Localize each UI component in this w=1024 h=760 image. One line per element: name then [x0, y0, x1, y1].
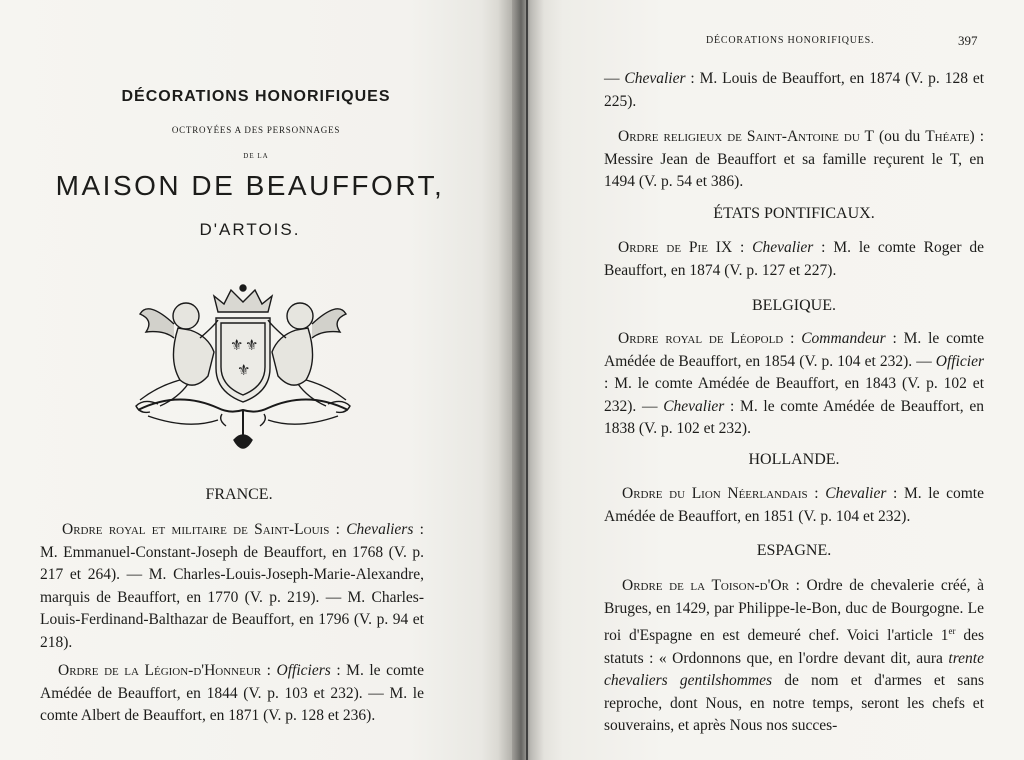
- section-heading-etats-pontificaux: ÉTATS PONTIFICAUX.: [713, 205, 875, 222]
- paragraph-lion-neerlandais: [604, 483, 984, 528]
- paragraph-leopold: [604, 328, 984, 441]
- svg-text:⚜: ⚜: [237, 361, 251, 379]
- dash: —: [604, 70, 625, 87]
- superscript: er: [948, 626, 956, 636]
- order-name: Ordre de la Légion-d'Honneur: [58, 662, 262, 679]
- theate-label: Théate: [925, 128, 970, 145]
- order-name: Ordre royal et militaire de Saint-Louis: [62, 521, 330, 538]
- svg-text:⚜: ⚜: [230, 336, 244, 354]
- separator: :: [783, 330, 802, 347]
- paragraph-text: : M. le comte Amédée de Beauffort, en 1844 (V. p. 103 et 232). — M. le comte Albert de Beauffort, en 1871 (V. p. 128 et 236).: [40, 662, 424, 724]
- paragraph-text: ) : Messire Jean de Beauffort et sa famille reçurent le T, en 1494 (V. p. 54 et 386).: [604, 128, 985, 190]
- rank-label-2: Officier: [935, 352, 984, 370]
- rank-label: Commandeur: [801, 330, 886, 347]
- separator: :: [261, 662, 277, 679]
- paragraph-toison-dor: [604, 575, 984, 738]
- rank-label: Chevalier: [624, 70, 686, 87]
- paragraph-legion-honneur: [40, 660, 424, 728]
- house-name: MAISON DE BEAUFFORT,: [55, 170, 445, 201]
- page-title: DÉCORATIONS HONORIFIQUES: [121, 88, 391, 105]
- paragraph-text-2: : M. le comte Amédée de Beauffort, en 1843 (V. p. 102 et 232). —: [604, 375, 984, 415]
- paragraph-text: : M. le comte Amédée de Beauffort, en 1851 (V. p. 104 et 232).: [604, 485, 984, 525]
- italic-phrase: trente chevaliers gentilshommes: [604, 649, 984, 690]
- rank-label-3: Chevalier: [663, 397, 725, 415]
- page-number: 397: [958, 33, 978, 48]
- paragraph-text: : M. Louis de Beauffort, en 1874 (V. p. 128 et 225).: [604, 70, 985, 110]
- paragraph-text: : M. le comte Roger de Beauffort, en 1874 (V. p. 127 et 227).: [604, 239, 984, 279]
- crown-icon: [214, 290, 272, 312]
- paragraph-text-2: des statuts : « Ordonnons que, en l'ordre devant dit, aura: [604, 627, 984, 667]
- section-heading-hollande: HOLLANDE.: [748, 451, 840, 468]
- paragraph-text-3: de nom et d'armes et sans reproche, dont Nous, en notre temps, seront les chefs et souverains, et après Nous nos succes-: [604, 672, 985, 735]
- order-name: Ordre de Pie IX: [618, 239, 733, 256]
- rank-label: Chevalier: [825, 485, 887, 502]
- paragraph-text: : M. Emmanuel-Constant-Joseph de Beauffort, en 1768 (V. p. 217 et 264). — M. Charles-Louis-Joseph-Marie-Alexandre, marquis de Beauffort, en 1770 (V. p. 219). — M. Charles-Louis-Ferdinand-Balthazar de Beauffort, en 1796 (V. p. 94 et 218).: [40, 521, 424, 651]
- paragraph-text: : M. le comte Amédée de Beauffort, en 1854 (V. p. 104 et 232). —: [604, 330, 984, 370]
- rank-label: Chevaliers: [346, 521, 414, 538]
- section-heading-belgique: BELGIQUE.: [752, 297, 836, 314]
- paren-text: (ou du: [874, 128, 926, 145]
- section-heading-espagne: ESPAGNE.: [756, 542, 832, 559]
- section-heading-france: FRANCE.: [205, 486, 273, 503]
- order-name: Ordre de la Toison-d'Or: [622, 577, 789, 594]
- rank-label: Officiers: [276, 662, 331, 679]
- paragraph-saint-antoine: [604, 126, 984, 194]
- order-name: Ordre religieux de Saint-Antoine du T: [618, 128, 874, 145]
- subtitle: OCTROYÉES A DES PERSONNAGES: [171, 125, 341, 135]
- separator: :: [807, 485, 826, 502]
- subtitle-de-la: DE LA: [243, 152, 269, 160]
- book-gutter-shadow: [498, 0, 544, 760]
- rank-label: Chevalier: [752, 239, 814, 256]
- shield-icon: [216, 318, 270, 402]
- paragraph-pie-ix: [604, 237, 984, 282]
- paragraph-continuation: [604, 68, 984, 113]
- paragraph-text: : Ordre de chevalerie créé, à Bruges, en 1429, par Philippe-le-Bon, duc de Bourgogne. Le roi d'Espagne en est demeuré chef. Voici l'article 1: [604, 577, 984, 645]
- running-head: DÉCORATIONS HONORIFIQUES.: [706, 35, 875, 46]
- paragraph-text-3: : M. le comte Amédée de Beauffort, en 1838 (V. p. 102 et 232).: [604, 397, 984, 437]
- region-name: D'ARTOIS.: [199, 220, 301, 239]
- order-name: Ordre du Lion Néerlandais: [622, 485, 808, 502]
- coat-of-arms-illustration: [118, 280, 368, 470]
- separator: :: [329, 521, 347, 538]
- paragraph-saint-louis: [40, 519, 424, 654]
- order-name: Ordre royal de Léopold: [618, 330, 784, 347]
- separator: :: [732, 239, 753, 256]
- book-gutter-line: [526, 0, 528, 760]
- svg-text:⚜: ⚜: [245, 336, 259, 354]
